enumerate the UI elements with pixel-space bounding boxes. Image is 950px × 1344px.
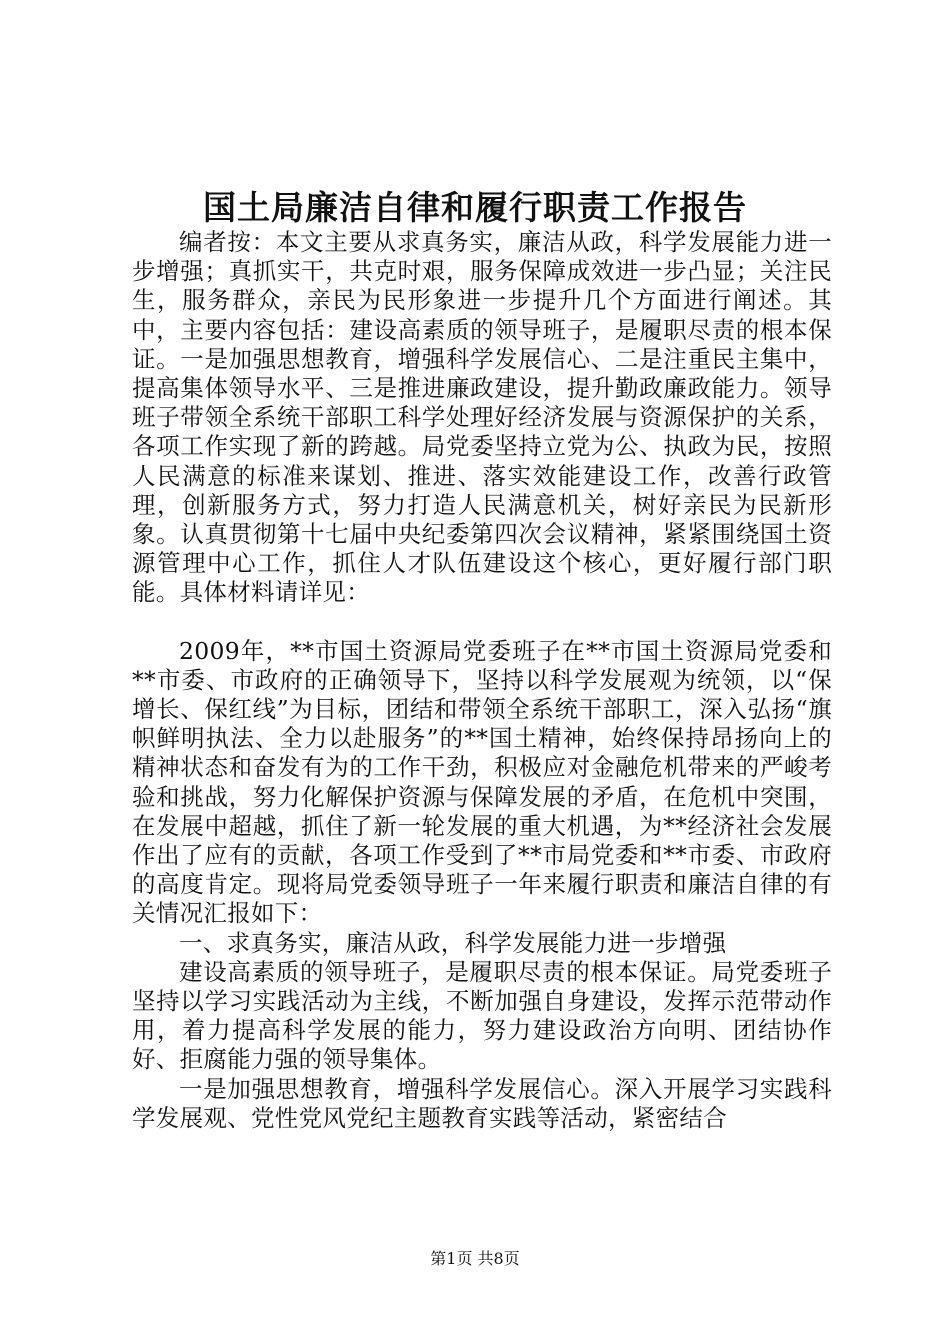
page-footer: 第1页 共8页 (430, 1249, 520, 1268)
document-body (132, 228, 832, 1133)
section-paragraph: 建设高素质的领导班子，是履职尽责的根本保证。局党委班子坚持以学习实践活动为主线，不断加强自身建设，发挥示范带动作用，着力提高科学发展的能力，努力建设政治方向明、团结协作好、拒腐能力强的领导集体。 (132, 957, 832, 1074)
intro-paragraph: 2009年，**市国土资源局党委班子在**市国土资源局党委和**市委、市政府的正确领导下，坚持以科学发展观为统领，以“保增长、保红线”为目标，团结和带领全系统干部职工，深入弘扬“旗帜鲜明执法、全力以赴服务”的**国土精神，始终保持昂扬向上的精神状态和奋发有为的工作干劲，积极应对金融危机带来的严峻考验和挑战，努力化解保护资源与保障发展的矛盾，在危机中突围，在发展中超越，抓住了新一轮发展的重大机遇，为**经济社会发展作出了应有的贡献，各项工作受到了**市局党委和**市委、市政府的高度肯定。现将局党委领导班子一年来履行职责和廉洁自律的有关情况汇报如下： (132, 636, 832, 928)
section-heading: 一、求真务实，廉洁从政，科学发展能力进一步增强 (179, 928, 727, 957)
editor-note-paragraph: 编者按：本文主要从求真务实，廉洁从政，科学发展能力进一步增强；真抓实干，共克时艰，服务保障成效进一步凸显；关注民生，服务群众，亲民为民形象进一步提升几个方面进行阐述。其中，主要内容包括：建设高素质的领导班子，是履职尽责的根本保证。一是加强思想教育，增强科学发展信心、二是注重民主集中，提高集体领导水平、三是推进廉政建设，提升勤政廉政能力。领导班子带领全系统干部职工科学处理好经济发展与资源保护的关系，各项工作实现了新的跨越。局党委坚持立党为公、执政为民，按照人民满意的标准来谋划、推进、落实效能建设工作，改善行政管理，创新服务方式，努力打造人民满意机关，树好亲民为民新形象。认真贯彻第十七届中央纪委第四次会议精神，紧紧围绕国土资源管理中心工作，抓住人才队伍建设这个核心，更好履行部门职能。具体材料请详见： (132, 228, 832, 607)
point-one-paragraph: 一是加强思想教育，增强科学发展信心。深入开展学习实践科学发展观、党性党风党纪主题教育实践等活动，紧密结合 (132, 1074, 832, 1132)
paragraph-spacer (132, 608, 832, 637)
document-title: 国土局廉洁自律和履行职责工作报告 (203, 188, 747, 227)
